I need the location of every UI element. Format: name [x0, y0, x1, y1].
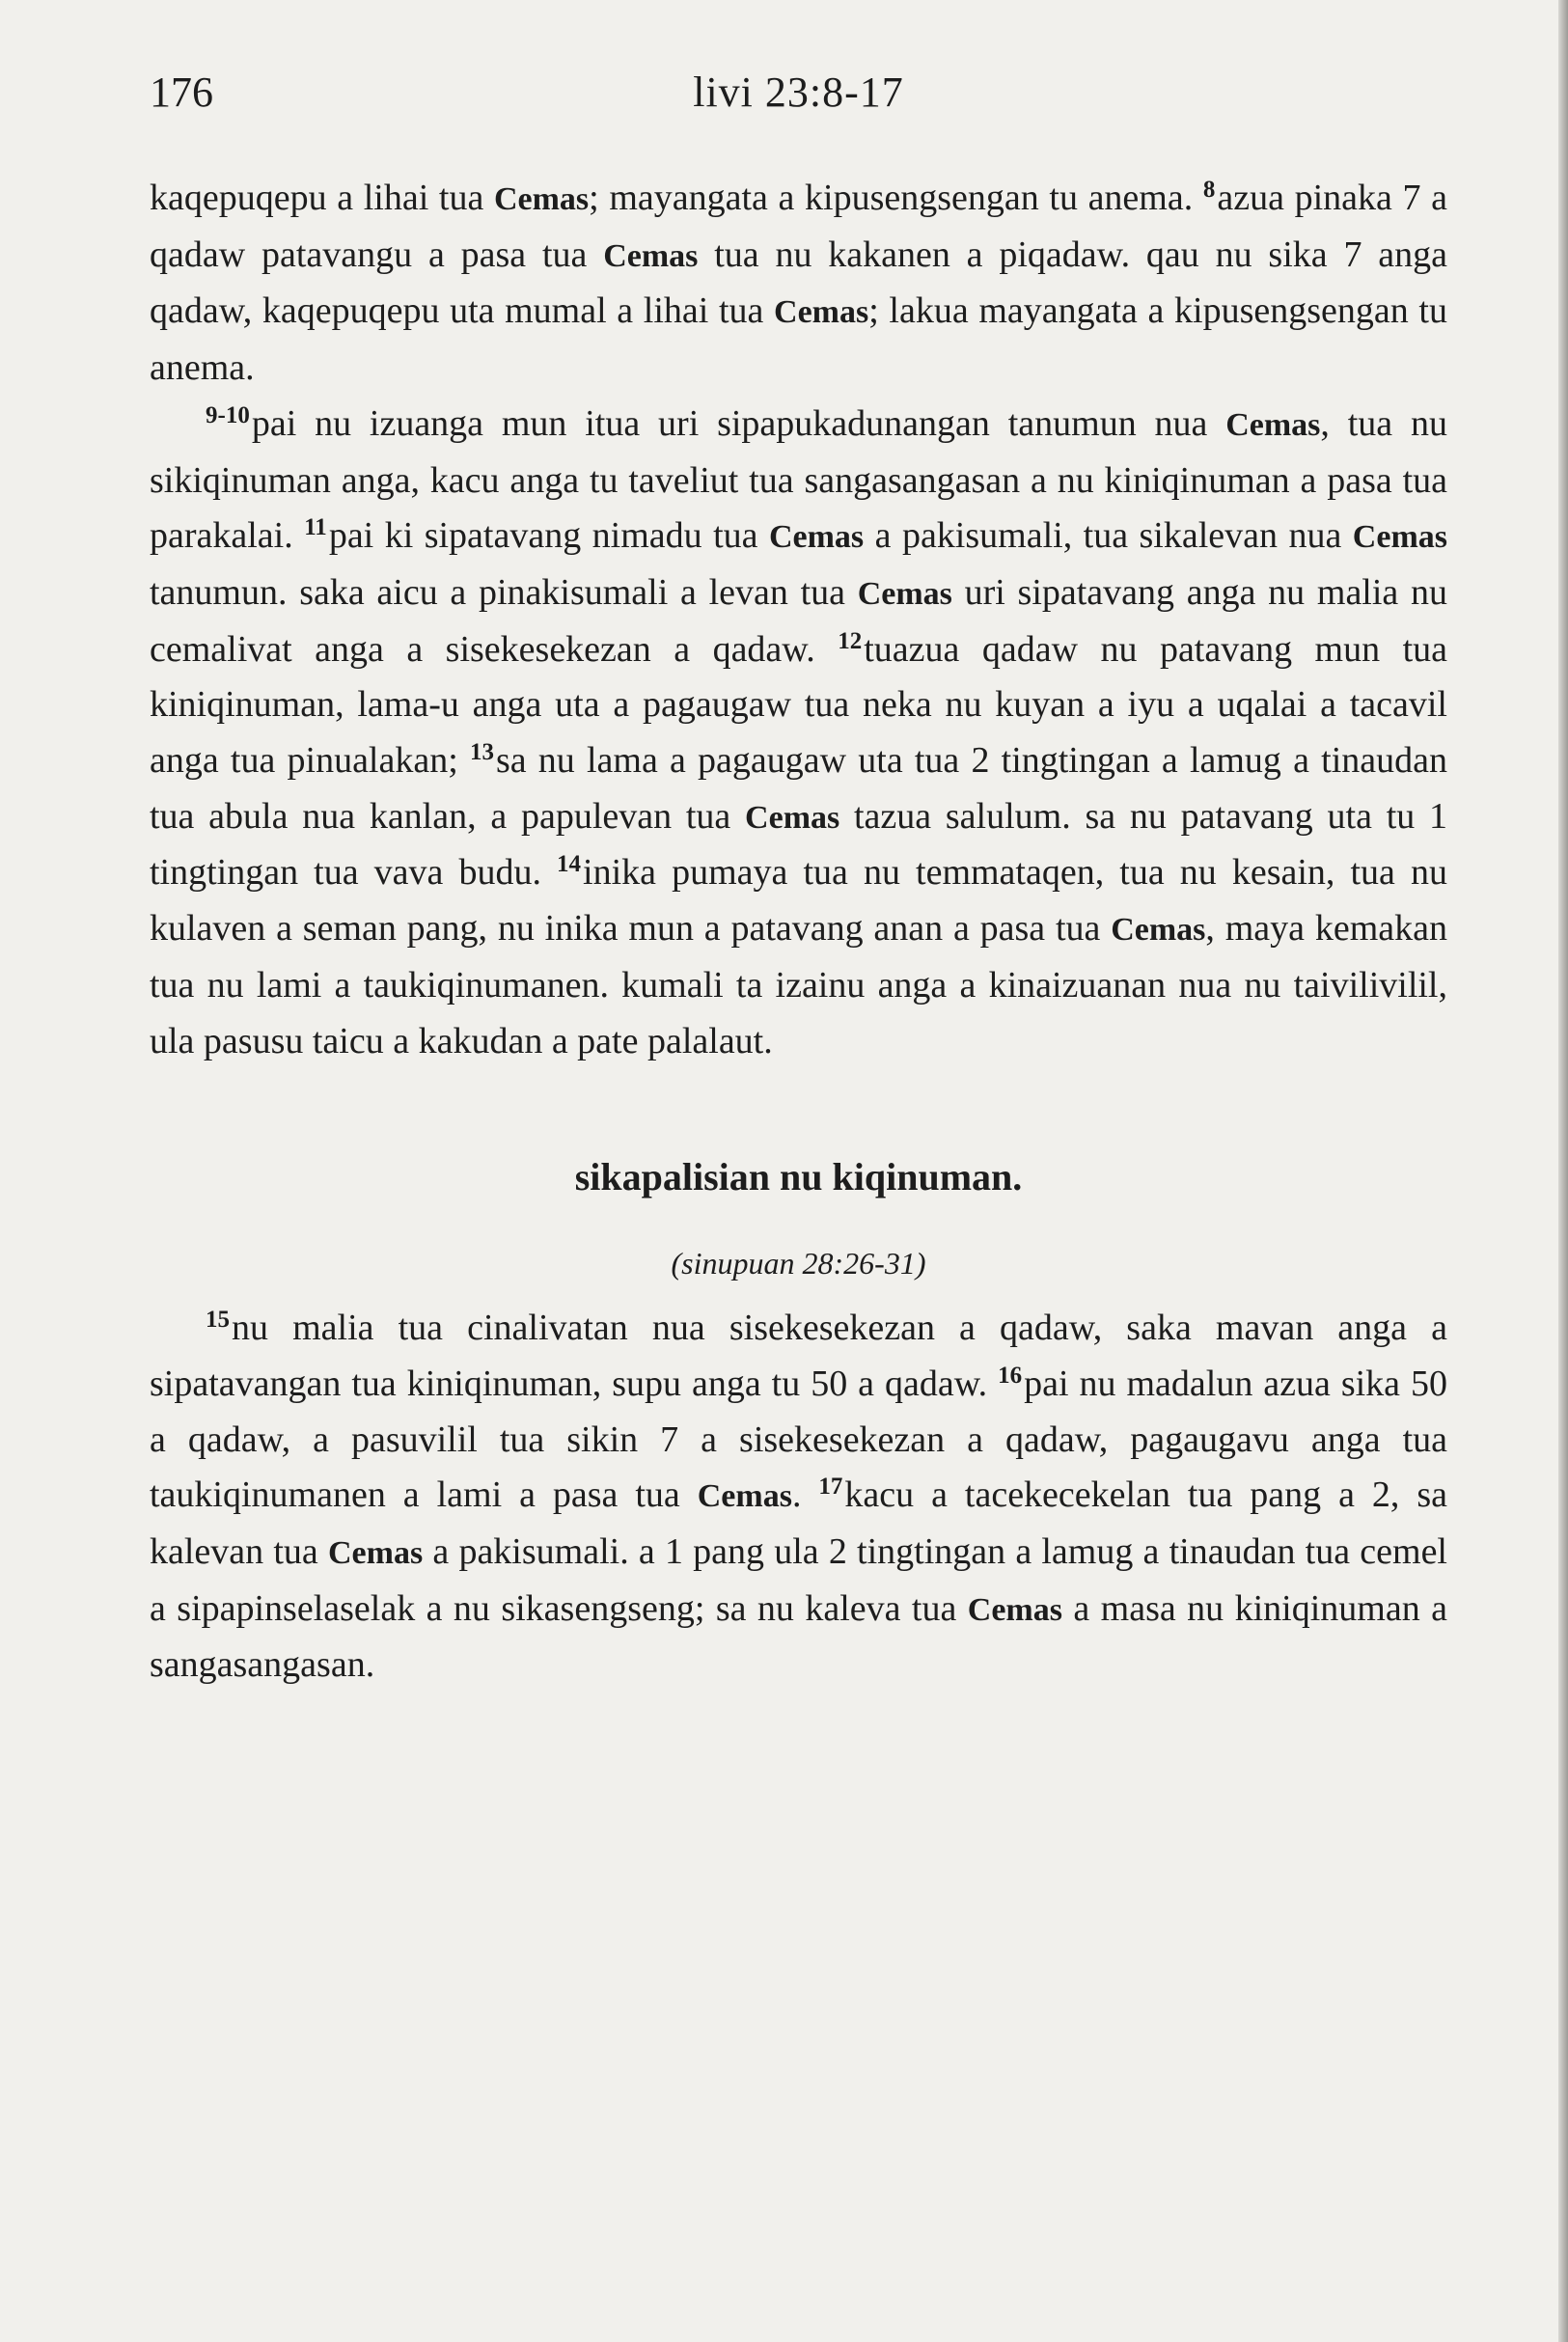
- section-cross-reference: (sinupuan 28:26-31): [671, 1246, 926, 1281]
- running-head: livi 23:8-17: [693, 69, 904, 116]
- divine-name: Cemas: [697, 1478, 792, 1515]
- divine-name: Cemas: [857, 575, 952, 612]
- page-header: [150, 68, 1447, 125]
- page-number: 176: [150, 69, 213, 116]
- verse-number: 14: [557, 851, 582, 878]
- verse-number: 13: [469, 739, 494, 766]
- divine-name: Cemas: [745, 799, 840, 836]
- verse-number: 16: [998, 1362, 1023, 1389]
- page-body: [150, 171, 1447, 1694]
- verse-number: 8: [1202, 177, 1216, 203]
- divine-name: Cemas: [603, 237, 699, 274]
- divine-name: Cemas: [1225, 406, 1321, 443]
- verse-number: 11: [304, 514, 327, 541]
- divine-name: Cemas: [774, 294, 869, 331]
- verse-number: 15: [206, 1307, 230, 1334]
- verse-number: 9-10: [206, 401, 250, 428]
- verse-number: 12: [838, 627, 863, 654]
- divine-name: Cemas: [967, 1591, 1062, 1628]
- paragraph: $^{9-10}$pai nu izuanga mun itua uri sipapukadunangan tanumun nua Cemas, tua nu sikiqinuman anga, kacu anga tu taveliut tua sangasangasan a nu kiniqinuman a pasa tua parakalai. $^{11}$pai ki sipatavang nimadu tua Cemas a pakisumali, tua sikalevan nua Cemas tanumun. saka aicu a pinakisumali a levan tua Cemas uri sipatavang anga nu malia nu cemalivat anga a sisekesekezan a qadaw. $^{12}$tuazua qadaw nu patavang mun tua kiniqinuman, lama-u anga uta a pagaugaw tua neka nu kuyan a iyu a uqalai a tacavil anga tua pinualakan; $^{13}$sa nu lama a pagaugaw uta tua 2 tingtingan a lamug a tinaudan tua abula nua kanlan, a papulevan tua Cemas tazua salulum. sa nu patavang uta tu 1 tingtingan tua vava budu. $^{14}$inika pumaya tua nu temmataqen, tua nu kesain, tua nu kulaven a seman pang, nu inika mun a patavang anan a pasa tua Cemas, maya kemakan tua nu lami a taukiqinumanen. kumali ta izainu anga a kinaizuanan nua nu taivilivilil, ula pasusu taicu a kakudan a pate palalaut.: [150, 401, 1447, 1061]
- divine-name: Cemas: [1111, 912, 1206, 949]
- section-heading: sikapalisian nu kiqinuman.: [574, 1155, 1023, 1199]
- divine-name: Cemas: [493, 181, 590, 217]
- page-edge: [1558, 0, 1568, 2342]
- paragraph: $^{15}$nu malia tua cinalivatan nua sisekesekezan a qadaw, saka mavan anga a sipatavangan tua kiniqinuman, supu anga tu 50 a qadaw. $^{16}$pai nu madalun azua sika 50 a qadaw, a pasuvilil tua sikin 7 a sisekesekezan a qadaw, pagaugavu anga tua taukiqinumanen a lami a pasa tua Cemas. $^{17}$kacu a tacekecekelan tua pang a 2, sa kalevan tua Cemas a pakisumali. a 1 pang ula 2 tingtingan a lamug a tinaudan tua cemel a sipapinselaselak a nu sikasengseng; sa nu kaleva tua Cemas a masa nu kiniqinuman a sangasangasan.: [150, 1307, 1448, 1686]
- divine-name: Cemas: [1352, 519, 1447, 556]
- paragraph: kaqepuqepu a lihai tua Cemas; mayangata a kipusengsengan tu anema. $^8$azua pinaka 7 a qadaw patavangu a pasa tua Cemas tua nu kakanen a piqadaw. qau nu sika 7 anga qadaw, kaqepuqepu uta mumal a lihai tua Cemas; lakua mayangata a kipusengsengan tu anema.: [150, 177, 1447, 389]
- divine-name: Cemas: [327, 1535, 424, 1572]
- divine-name: Cemas: [768, 519, 865, 556]
- verse-number: 17: [818, 1474, 843, 1501]
